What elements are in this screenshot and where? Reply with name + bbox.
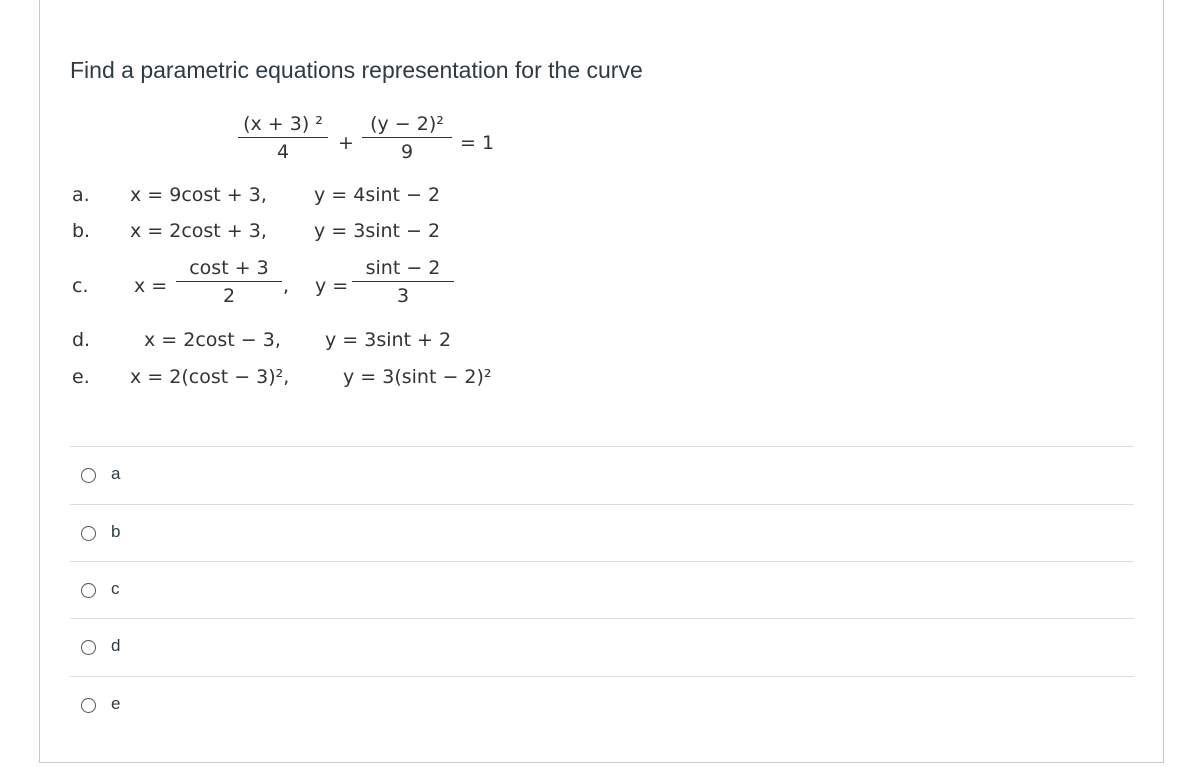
option-c-letter: c. <box>72 275 89 297</box>
radio-button-c[interactable] <box>81 583 96 598</box>
option-c-x-lhs: x = <box>134 275 168 297</box>
option-e-letter: e. <box>72 366 90 388</box>
term1-numerator: (x + 3) ² <box>238 113 328 138</box>
term1-denominator: 4 <box>276 141 290 163</box>
equation-term1 <box>238 113 328 163</box>
equation-term2 <box>362 113 452 163</box>
question-prompt: Find a parametric equations representation for the curve <box>70 57 643 83</box>
answer-label-e[interactable]: e <box>111 694 121 713</box>
answer-label-b[interactable]: b <box>111 522 121 541</box>
answer-label-a[interactable]: a <box>111 464 121 483</box>
radio-button-b[interactable] <box>81 526 96 541</box>
option-c-x-fraction <box>176 257 282 307</box>
option-c-x-numerator: cost + 3 <box>176 257 282 282</box>
answer-choice-c[interactable] <box>70 562 1134 618</box>
option-a-letter: a. <box>72 184 90 206</box>
option-b-x: x = 2cost + 3, <box>130 220 267 242</box>
answer-label-d[interactable]: d <box>111 636 121 655</box>
option-d-y: y = 3sint + 2 <box>325 329 452 351</box>
term2-numerator: (y − 2)² <box>362 113 452 138</box>
option-b-letter: b. <box>72 220 91 242</box>
answer-label-c[interactable]: c <box>111 579 120 598</box>
radio-button-e[interactable] <box>81 698 96 713</box>
option-e-y: y = 3(sint − 2)² <box>343 366 492 388</box>
answer-choice-d[interactable] <box>70 619 1134 675</box>
answer-choice-a[interactable] <box>70 447 1134 503</box>
option-c-comma: , <box>283 275 290 297</box>
term2-denominator: 9 <box>400 141 414 163</box>
answer-choice-b[interactable] <box>70 505 1134 561</box>
radio-button-a[interactable] <box>81 468 96 483</box>
option-b-y: y = 3sint − 2 <box>314 220 441 242</box>
option-d-letter: d. <box>72 329 91 351</box>
option-c-y-fraction <box>352 257 454 307</box>
option-c-y-numerator: sint − 2 <box>352 257 454 282</box>
equation-plus: + <box>338 132 354 154</box>
option-a-x: x = 9cost + 3, <box>130 184 267 206</box>
option-e-x: x = 2(cost − 3)², <box>130 366 290 388</box>
equation-rhs: = 1 <box>460 132 495 154</box>
option-c-x-denominator: 2 <box>222 285 236 307</box>
option-a-y: y = 4sint − 2 <box>314 184 441 206</box>
option-d-x: x = 2cost − 3, <box>144 329 281 351</box>
answer-choice-e[interactable] <box>70 677 1134 733</box>
option-c-y-denominator: 3 <box>396 285 410 307</box>
option-c-y-lhs: y = <box>315 275 349 297</box>
radio-button-d[interactable] <box>81 640 96 655</box>
